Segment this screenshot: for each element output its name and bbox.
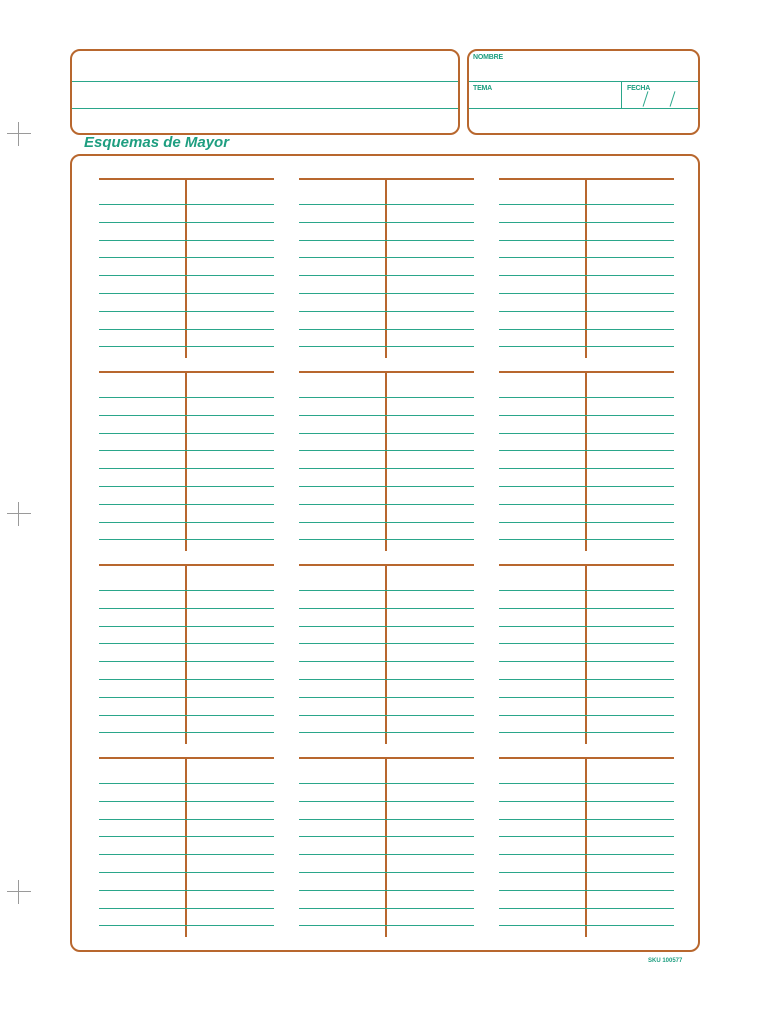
t-account-r3-c3-stem: [585, 564, 587, 744]
t-account-r1-c3-line-8: [499, 329, 674, 330]
t-account-r4-c2-line-2: [299, 801, 474, 802]
t-account-r3-c2-line-9: [299, 732, 474, 733]
t-account-r3-c1-line-6: [99, 679, 274, 680]
t-account-r4-c3-line-7: [499, 890, 674, 891]
t-account-r2-c1-line-9: [99, 539, 274, 540]
t-account-r3-c2-line-3: [299, 626, 474, 627]
t-account-r1-c3-line-4: [499, 257, 674, 258]
t-account-r2-c3-line-2: [499, 415, 674, 416]
t-account-r4-c3-line-1: [499, 783, 674, 784]
t-account-r2-c2-line-8: [299, 522, 474, 523]
t-account-r4-c1-line-4: [99, 836, 274, 837]
t-account-r1-c1-line-9: [99, 346, 274, 347]
t-account-r3-c3-line-3: [499, 626, 674, 627]
t-account-r2-c1-line-8: [99, 522, 274, 523]
t-account-r4-c1-line-9: [99, 925, 274, 926]
sku-code: SKU 100577: [648, 958, 683, 964]
t-account-r1-c1-stem: [185, 178, 187, 358]
t-account-r3-c1-stem: [185, 564, 187, 744]
t-account-r3-c1-line-1: [99, 590, 274, 591]
t-account-r3-c2-line-7: [299, 697, 474, 698]
t-account-r1-c3-stem: [585, 178, 587, 358]
fecha-label: FECHA: [627, 85, 651, 92]
t-account-r4-c1-line-7: [99, 890, 274, 891]
t-account-r4-c2-stem: [385, 757, 387, 937]
t-account-r4-c2-line-6: [299, 872, 474, 873]
t-account-r2-c2-stem: [385, 371, 387, 551]
t-account-r3-c2-line-4: [299, 643, 474, 644]
t-account-r2-c1-stem: [185, 371, 187, 551]
t-account-r2-c3-line-9: [499, 539, 674, 540]
t-account-r2-c2-line-4: [299, 450, 474, 451]
t-account-r2-c2-line-2: [299, 415, 474, 416]
t-account-r2-c1-line-7: [99, 504, 274, 505]
t-account-r3-c1-line-9: [99, 732, 274, 733]
t-account-r2-c3-line-8: [499, 522, 674, 523]
t-account-r4-c2-line-4: [299, 836, 474, 837]
t-account-r2-c1-line-1: [99, 397, 274, 398]
t-account-r1-c2-line-4: [299, 257, 474, 258]
t-account-r3-c2-line-8: [299, 715, 474, 716]
t-account-r2-c3-line-6: [499, 486, 674, 487]
t-account-r4-c3-line-9: [499, 925, 674, 926]
t-account-r1-c2-line-1: [299, 204, 474, 205]
t-account-r1-c1-line-8: [99, 329, 274, 330]
t-account-r2-c2-line-3: [299, 433, 474, 434]
t-account-r4-c3-line-5: [499, 854, 674, 855]
t-account-r4-c1-line-3: [99, 819, 274, 820]
t-account-r1-c3-line-6: [499, 293, 674, 294]
nombre-label: NOMBRE: [473, 54, 503, 61]
t-account-r2-c2-line-7: [299, 504, 474, 505]
t-account-r2-c3-line-3: [499, 433, 674, 434]
t-account-r3-c1-line-5: [99, 661, 274, 662]
t-account-r3-c3-line-4: [499, 643, 674, 644]
t-account-r4-c3-stem: [585, 757, 587, 937]
t-account-r3-c1-line-8: [99, 715, 274, 716]
t-account-r1-c1-line-6: [99, 293, 274, 294]
t-account-r2-c1-line-6: [99, 486, 274, 487]
t-account-r1-c2-line-5: [299, 275, 474, 276]
t-account-r1-c2-line-9: [299, 346, 474, 347]
t-account-r4-c1-line-6: [99, 872, 274, 873]
t-account-r2-c1-line-2: [99, 415, 274, 416]
t-account-r1-c1-line-7: [99, 311, 274, 312]
t-account-r1-c2-line-7: [299, 311, 474, 312]
t-account-r1-c1-line-3: [99, 240, 274, 241]
t-account-r3-c2-line-6: [299, 679, 474, 680]
t-account-r1-c2-line-2: [299, 222, 474, 223]
t-account-r1-c2-line-6: [299, 293, 474, 294]
t-account-r3-c3-line-6: [499, 679, 674, 680]
t-account-r3-c3-line-8: [499, 715, 674, 716]
t-account-r1-c3-line-5: [499, 275, 674, 276]
t-account-r4-c1-line-1: [99, 783, 274, 784]
t-account-r4-c3-line-8: [499, 908, 674, 909]
t-account-r3-c1-line-7: [99, 697, 274, 698]
t-account-r1-c2-line-3: [299, 240, 474, 241]
t-account-r2-c1-line-4: [99, 450, 274, 451]
t-account-r4-c3-line-3: [499, 819, 674, 820]
t-account-r2-c1-line-3: [99, 433, 274, 434]
t-account-r3-c1-line-2: [99, 608, 274, 609]
t-account-r2-c3-line-7: [499, 504, 674, 505]
t-account-r3-c2-line-1: [299, 590, 474, 591]
t-account-r4-c3-line-2: [499, 801, 674, 802]
t-account-r1-c3-line-9: [499, 346, 674, 347]
t-account-r2-c2-line-6: [299, 486, 474, 487]
t-account-r4-c2-line-3: [299, 819, 474, 820]
t-account-r1-c1-line-5: [99, 275, 274, 276]
t-account-r2-c3-stem: [585, 371, 587, 551]
page-title: Esquemas de Mayor: [84, 134, 230, 151]
t-account-r2-c3-line-5: [499, 468, 674, 469]
t-account-r1-c1-line-4: [99, 257, 274, 258]
t-account-r1-c3-line-2: [499, 222, 674, 223]
t-account-r4-c2-line-1: [299, 783, 474, 784]
t-account-r3-c2-line-2: [299, 608, 474, 609]
t-account-r1-c1-line-1: [99, 204, 274, 205]
t-account-r1-c3-line-3: [499, 240, 674, 241]
t-account-r4-c2-line-8: [299, 908, 474, 909]
t-account-r4-c3-line-6: [499, 872, 674, 873]
t-account-r3-c3-line-1: [499, 590, 674, 591]
t-account-r1-c2-line-8: [299, 329, 474, 330]
t-account-r2-c1-line-5: [99, 468, 274, 469]
t-account-r4-c1-line-5: [99, 854, 274, 855]
t-account-r1-c1-line-2: [99, 222, 274, 223]
t-account-r3-c3-line-5: [499, 661, 674, 662]
t-account-r4-c3-line-4: [499, 836, 674, 837]
t-account-r4-c2-line-9: [299, 925, 474, 926]
t-account-r3-c3-line-2: [499, 608, 674, 609]
t-account-r1-c2-stem: [385, 178, 387, 358]
t-account-r2-c3-line-1: [499, 397, 674, 398]
t-account-r2-c2-line-9: [299, 539, 474, 540]
t-account-r3-c2-line-5: [299, 661, 474, 662]
t-account-r2-c2-line-1: [299, 397, 474, 398]
tema-label: TEMA: [473, 85, 493, 92]
t-account-r4-c1-stem: [185, 757, 187, 937]
t-account-r1-c3-line-7: [499, 311, 674, 312]
t-account-r3-c1-line-4: [99, 643, 274, 644]
t-account-r2-c3-line-4: [499, 450, 674, 451]
t-account-r4-c1-line-2: [99, 801, 274, 802]
t-account-r4-c2-line-7: [299, 890, 474, 891]
t-account-r3-c1-line-3: [99, 626, 274, 627]
t-account-r3-c3-line-9: [499, 732, 674, 733]
t-account-r3-c3-line-7: [499, 697, 674, 698]
t-account-r4-c1-line-8: [99, 908, 274, 909]
t-account-r2-c2-line-5: [299, 468, 474, 469]
t-account-r4-c2-line-5: [299, 854, 474, 855]
t-account-r1-c3-line-1: [499, 204, 674, 205]
t-account-r3-c2-stem: [385, 564, 387, 744]
